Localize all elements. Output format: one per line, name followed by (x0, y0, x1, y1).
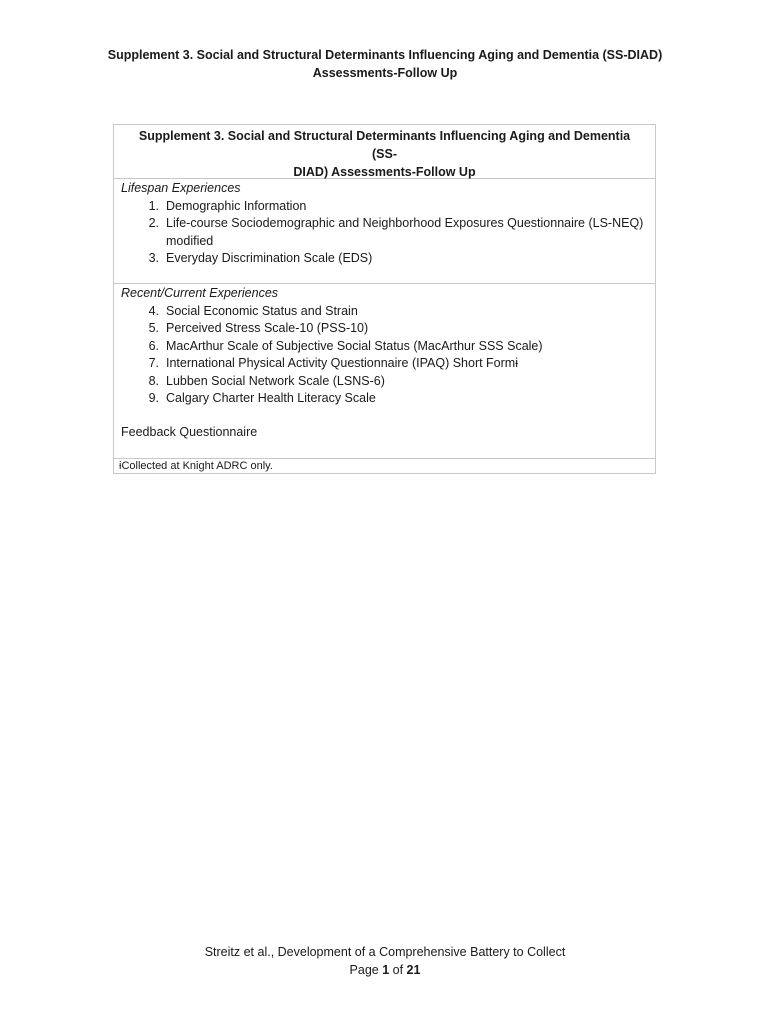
page-total: 21 (406, 963, 421, 977)
list-item (121, 250, 655, 268)
recent-section (114, 283, 655, 458)
page-header-line2: Assessments-Follow Up (312, 66, 458, 80)
page-footer (100, 943, 670, 979)
list-item (121, 215, 655, 250)
footer-citation: Streitz et al., Development of a Comprehensive Battery to Collect (204, 945, 566, 959)
table-title-line2: DIAD) Assessments-Follow Up (293, 165, 476, 179)
item-number: 9. (148, 391, 159, 405)
page-number (100, 961, 670, 979)
item-text: Demographic Information (166, 198, 307, 213)
page-of: of (389, 963, 407, 977)
item-text: International Physical Activity Questionnaire (IPAQ) Short Formɨ (166, 356, 518, 370)
list-item (121, 303, 655, 321)
recent-list (121, 303, 655, 408)
item-number: 6. (148, 338, 159, 353)
item-text: Life-course Sociodemographic and Neighborhood Exposures Questionnaire (LS-NEQ) modified (166, 216, 644, 248)
item-text: Everyday Discrimination Scale (EDS) (166, 251, 373, 265)
list-item (121, 390, 655, 408)
page-header (100, 46, 670, 82)
item-number: 1. (148, 198, 159, 213)
list-item (121, 338, 655, 356)
item-number: 3. (148, 251, 159, 265)
item-number: 4. (148, 303, 159, 318)
recent-heading: Recent/Current Experiences (121, 286, 279, 300)
item-number: 5. (148, 321, 159, 335)
page-prefix: Page (349, 963, 383, 977)
lifespan-section (114, 178, 655, 283)
item-number: 7. (148, 356, 159, 370)
feedback-questionnaire: Feedback Questionnaire (121, 424, 258, 439)
page-current: 1 (382, 963, 390, 977)
footnote: ɨCollected at Knight ADRC only. (114, 458, 655, 473)
list-item (121, 320, 655, 338)
table-title-line1: Supplement 3. Social and Structural Determinants Influencing Aging and Dementia (SS- (138, 129, 631, 161)
assessments-table (113, 124, 656, 474)
page-header-line1: Supplement 3. Social and Structural Determinants Influencing Aging and Dementia (SS-DIAD) (107, 48, 663, 62)
list-item (121, 198, 655, 216)
item-number: 2. (148, 216, 159, 230)
list-item (121, 355, 655, 373)
item-text: Lubben Social Network Scale (LSNS-6) (166, 373, 385, 388)
table-title (114, 125, 655, 178)
list-item (121, 373, 655, 391)
item-text: Social Economic Status and Strain (166, 303, 358, 318)
item-text: Calgary Charter Health Literacy Scale (166, 391, 376, 405)
item-number: 8. (148, 373, 159, 388)
item-text: MacArthur Scale of Subjective Social Status (MacArthur SSS Scale) (166, 338, 543, 353)
item-text: Perceived Stress Scale-10 (PSS-10) (166, 321, 369, 335)
lifespan-list (121, 198, 655, 268)
lifespan-heading: Lifespan Experiences (121, 181, 241, 195)
